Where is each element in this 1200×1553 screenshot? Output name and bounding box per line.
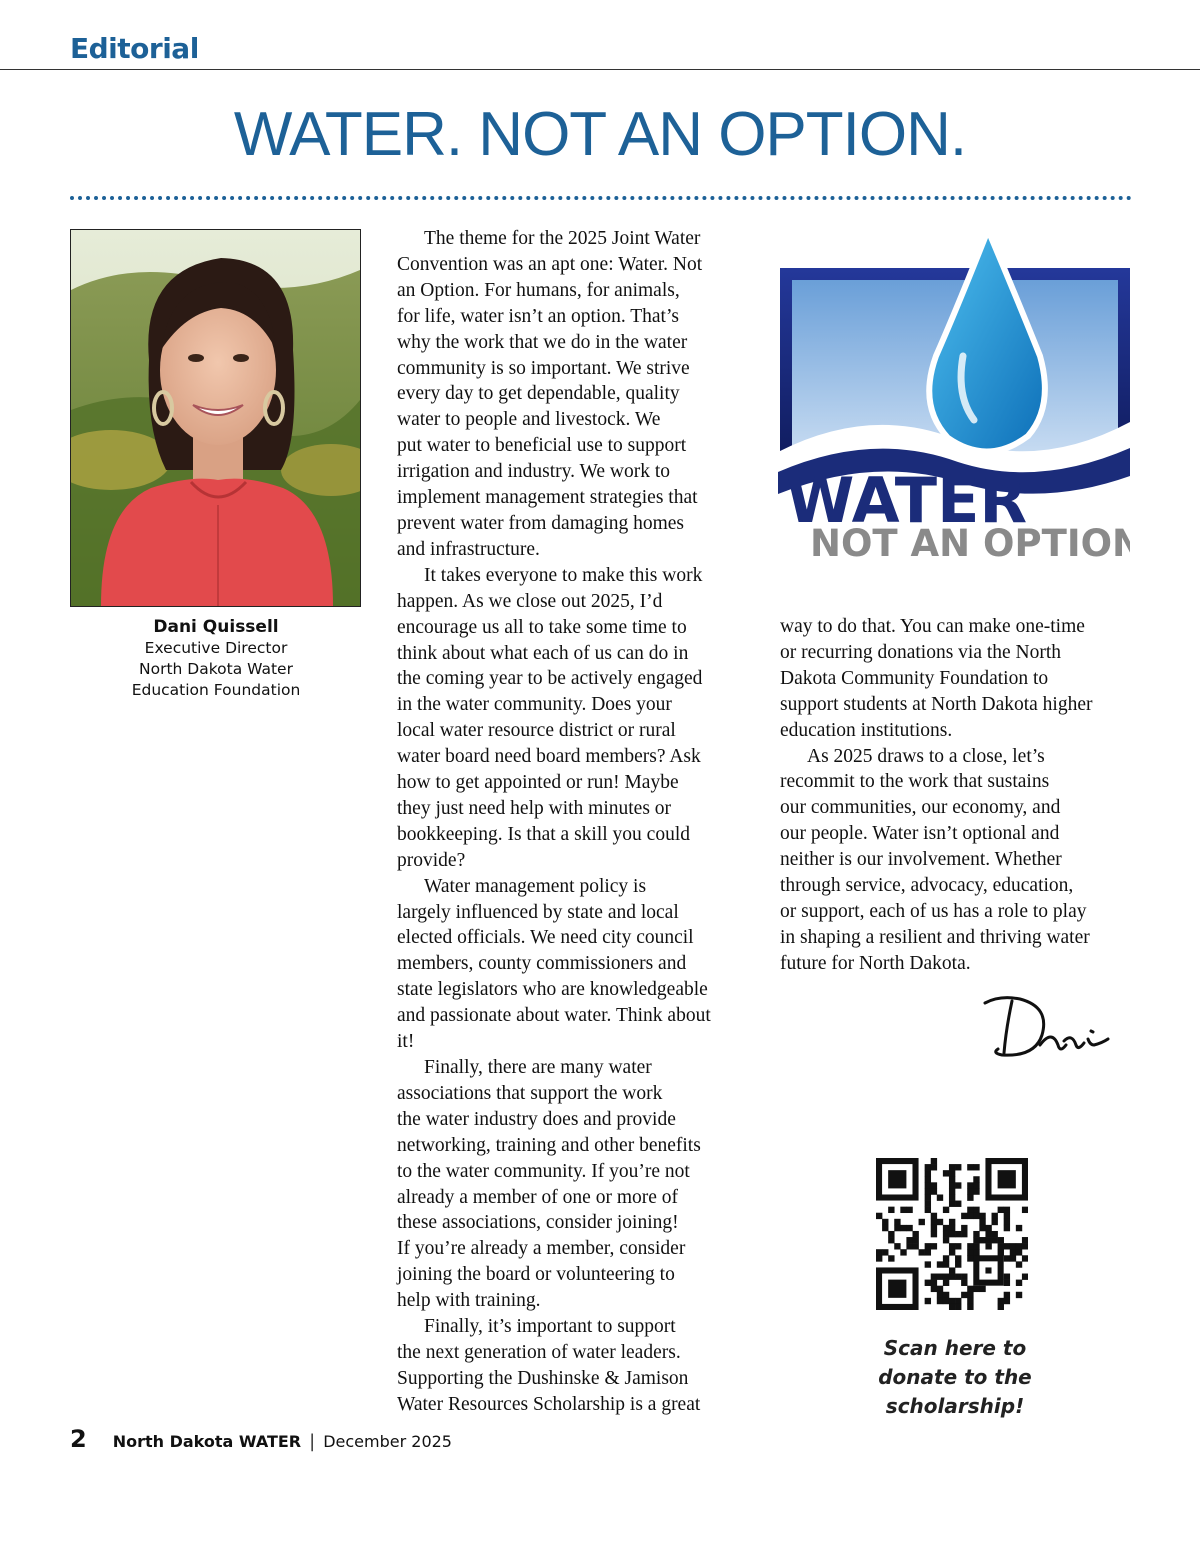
qr-code[interactable] xyxy=(876,1158,1028,1310)
page-number: 2 xyxy=(70,1425,87,1453)
paragraph: Finally, there are many water associations that support the work the water industry does and provide networking, training and other benefits to the water community. If you’re not already a member of one or more of these associations, consider joining! If you’re already a member, consider joining the board or volunteering to help with training. xyxy=(397,1057,701,1312)
publication-name: North Dakota WATER xyxy=(112,1432,302,1451)
logo-word-water: WATER xyxy=(786,464,1028,537)
signature xyxy=(980,993,1125,1068)
paragraph: Water management policy is largely influenced by state and local elected officials. We need city council members, county commissioners and state legislators who are knowledgeable and passionate about water. Think about it! xyxy=(397,875,711,1053)
water-not-an-option-logo xyxy=(778,226,1130,566)
paragraph: way to do that. You can make one-time or recurring donations via the North Dakota Community Foundation to support students at North Dakota higher education institutions. xyxy=(780,616,1093,741)
author-org-line2: Education Foundation xyxy=(131,681,301,699)
author-caption xyxy=(70,617,362,701)
paragraph: It takes everyone to make this work happen. As we close out 2025, I’d encourage us all to take some time to think about what each of us can do in the coming year to be actively engaged in the water community. Does your local water resource district or rural water board need board members? Ask how to get appointed or run! Maybe they just need help with minutes or bookkeeping. Is that a skill you could provide? xyxy=(397,564,703,871)
author-photo xyxy=(70,229,361,607)
author-title: Executive Director xyxy=(144,639,288,657)
logo-word-not-an-option: NOT AN OPTION xyxy=(810,522,1130,565)
author-org-line1: North Dakota Water xyxy=(139,660,293,678)
dotted-divider xyxy=(70,196,1132,200)
section-label: Editorial xyxy=(70,32,199,65)
paragraph: As 2025 draws to a close, let’s recommit to the work that sustains our communities, our economy, and our people. Water isn’t optional and neither is our involvement. Whether through service, advocacy, education, or support, each of us has a role to play in shaping a resilient and thriving water future for North Dakota. xyxy=(780,745,1090,974)
qr-caption-line: donate to the xyxy=(878,1365,1032,1389)
page-title: WATER. NOT AN OPTION. xyxy=(233,100,967,169)
qr-caption xyxy=(855,1334,1055,1421)
header-rule xyxy=(0,69,1200,70)
article-column-1 xyxy=(397,226,757,1418)
issue-date: December 2025 xyxy=(323,1432,452,1451)
footer-separator: | xyxy=(309,1431,316,1452)
paragraph: Finally, it’s important to support the next generation of water leaders. Supporting the Dushinske & Jamison Water Resources Scholarship is a great xyxy=(397,1316,701,1415)
article-column-2 xyxy=(780,614,1140,977)
author-name: Dani Quissell xyxy=(153,617,279,637)
paragraph: The theme for the 2025 Joint Water Convention was an apt one: Water. Not an Option. For humans, for animals, for life, water isn’t an option. That’s why the work that we do in the water community is so important. We strive every day to get dependable, quality water to people and livestock. We put water to beneficial use to support irrigation and industry. We work to implement management strategies that prevent water from damaging homes and infrastructure. xyxy=(397,228,703,560)
qr-caption-line: Scan here to xyxy=(883,1336,1027,1360)
page-footer xyxy=(70,1425,452,1453)
qr-caption-line: scholarship! xyxy=(885,1394,1025,1418)
